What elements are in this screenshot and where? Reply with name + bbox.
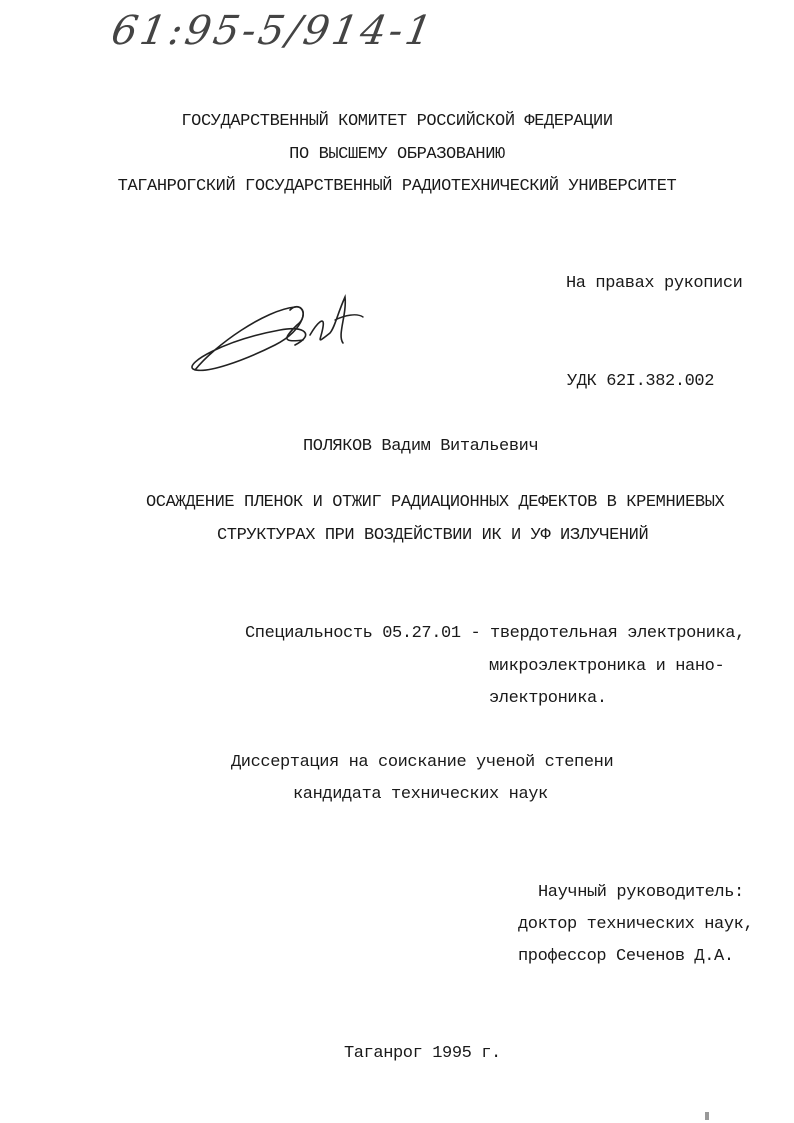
udk-code: УДК 62I.382.002 xyxy=(567,372,715,391)
scan-mark xyxy=(705,1112,709,1120)
title-line-2: СТРУКТУРАХ ПРИ ВОЗДЕЙСТВИИ ИК И УФ ИЗЛУЧЕНИЙ xyxy=(217,526,649,545)
specialty-line-1: Специальность 05.27.01 - твердотельная электроника, xyxy=(245,624,745,643)
handwritten-archive-code: 61:95-5/914-1 xyxy=(107,8,439,54)
header-line-2: ПО ВЫСШЕМУ ОБРАЗОВАНИЮ xyxy=(289,145,505,164)
header-line-3: ТАГАНРОГСКИЙ ГОСУДАРСТВЕННЫЙ РАДИОТЕХНИЧЕСКИЙ УНИВЕРСИТЕТ xyxy=(117,177,677,196)
author-name: ПОЛЯКОВ Вадим Витальевич xyxy=(303,437,539,456)
header-line-1: ГОСУДАРСТВЕННЫЙ КОМИТЕТ РОССИЙСКОЙ ФЕДЕРАЦИИ xyxy=(181,112,613,131)
specialty-line-3: электроника. xyxy=(489,689,607,708)
specialty-line-2: микроэлектроника и нано- xyxy=(489,657,725,676)
signature-icon xyxy=(185,285,375,380)
degree-line-2: кандидата технических наук xyxy=(293,785,548,804)
degree-line-1: Диссертация на соискание ученой степени xyxy=(231,753,614,772)
manuscript-rights-note: На правах рукописи xyxy=(566,274,743,293)
supervisor-name: профессор Сеченов Д.А. xyxy=(518,947,734,966)
place-and-year: Таганрог 1995 г. xyxy=(344,1044,501,1063)
supervisor-degree: доктор технических наук, xyxy=(518,915,754,934)
title-line-1: ОСАЖДЕНИЕ ПЛЕНОК И ОТЖИГ РАДИАЦИОННЫХ ДЕФЕКТОВ В КРЕМНИЕВЫХ xyxy=(146,493,725,512)
supervisor-heading: Научный руководитель: xyxy=(538,883,744,902)
